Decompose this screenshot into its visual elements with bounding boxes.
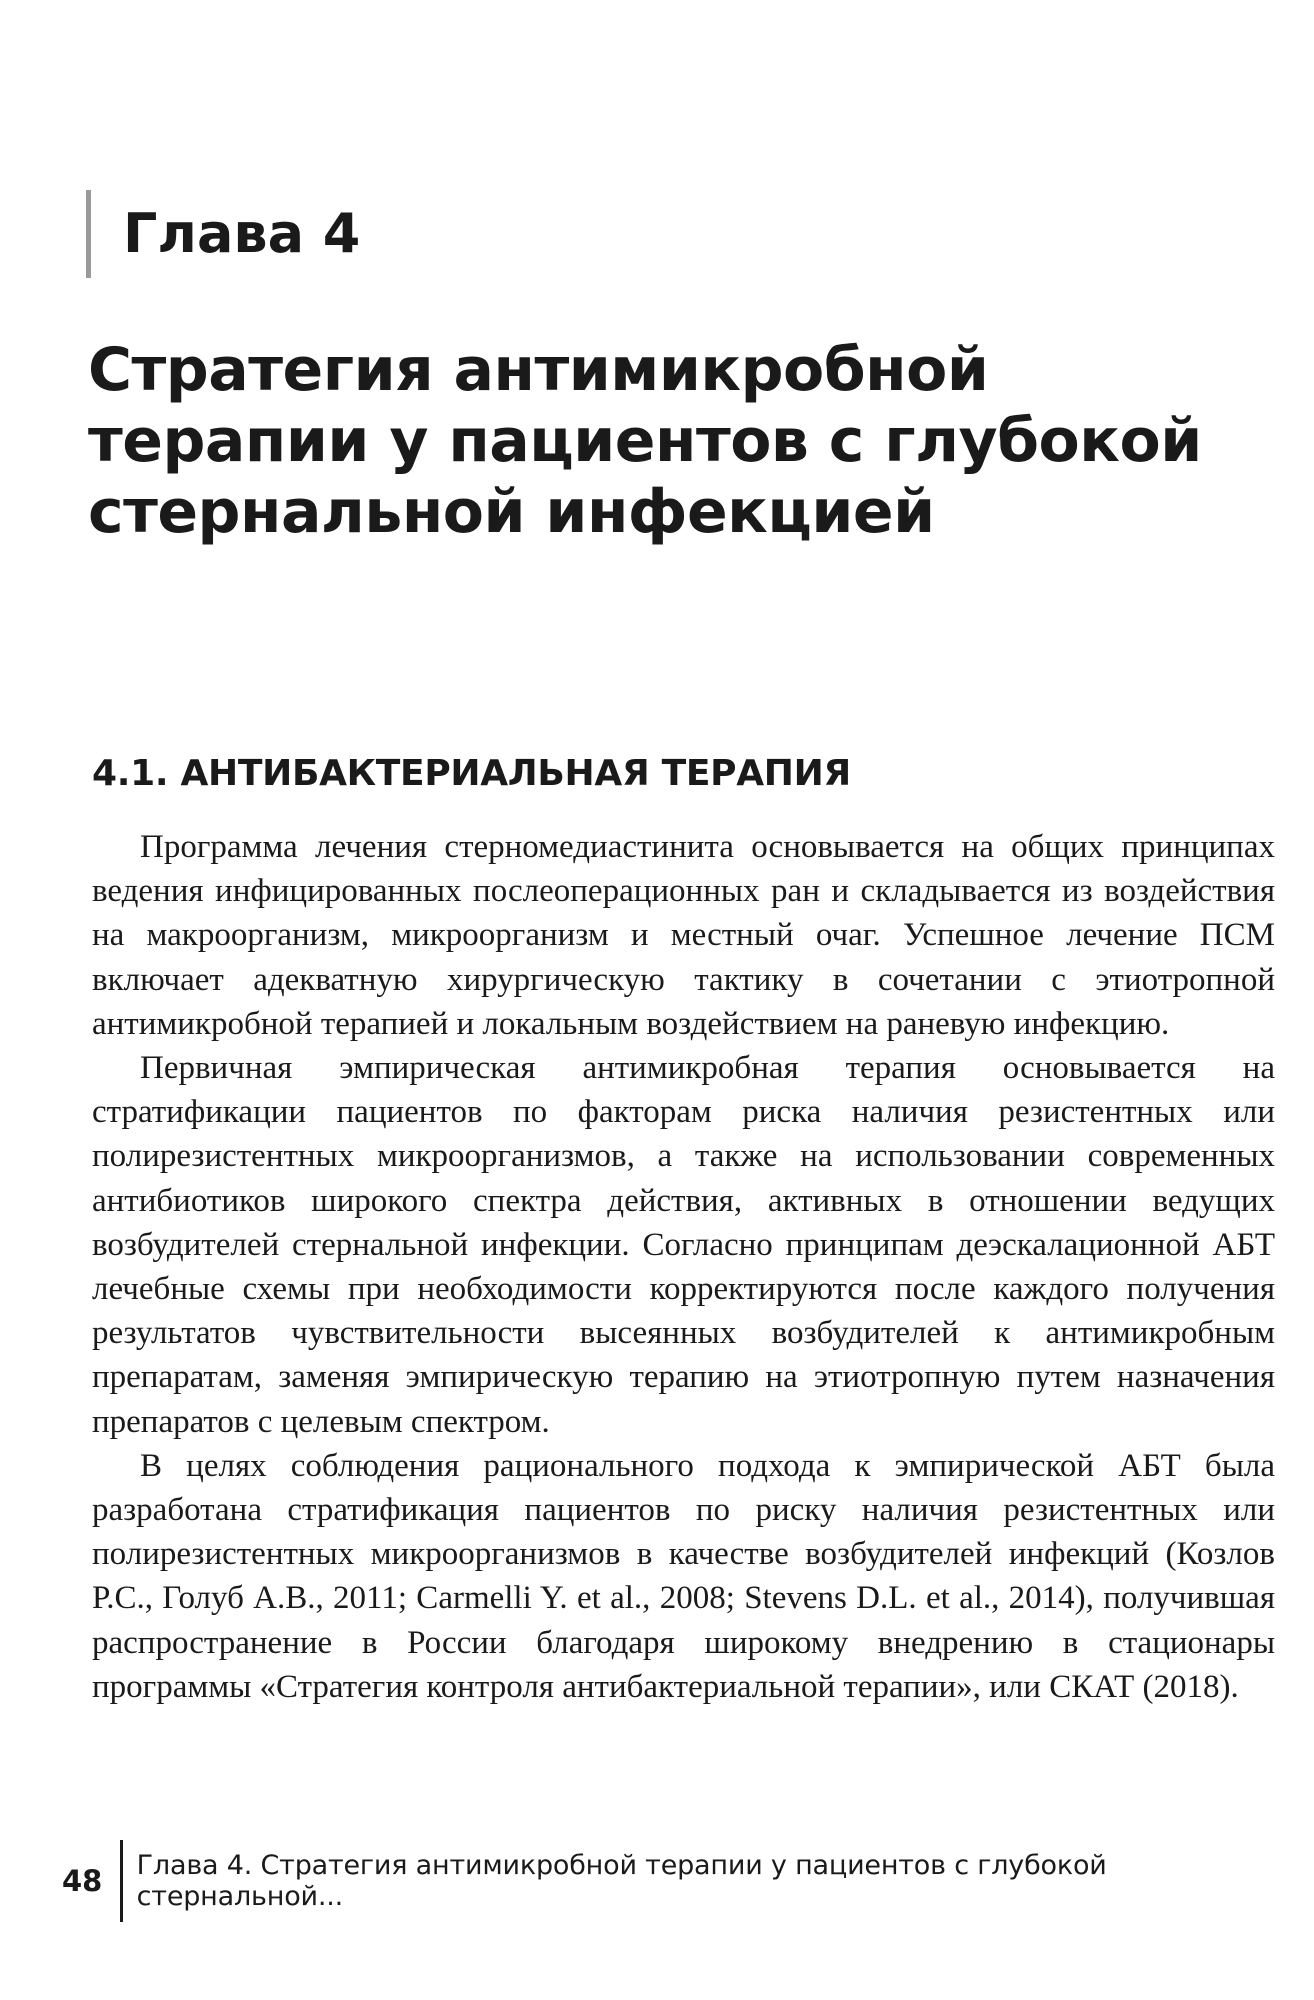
chapter-title: Стратегия антимикробной терапии у пациентов с глубокой стернальной инфекцией xyxy=(88,335,1202,547)
page-number: 48 xyxy=(62,1864,103,1898)
footer-divider-bar xyxy=(120,1840,123,1922)
paragraph-1: Программа лечения стерномедиастинита основывается на общих принципах ведения инфицированных послеоперационных ран и складывается из воздействия на макроорганизм, микроорганизм и местный очаг. Успешное лечение ПСМ включает адекватную хирургическую тактику в сочетании с этиотропной антимикробной терапией и локальным воздействием на раневую инфекцию. xyxy=(92,829,1275,1042)
section-heading: 4.1. АНТИБАКТЕРИАЛЬНАЯ ТЕРАПИЯ xyxy=(92,753,851,794)
running-head: Глава 4. Стратегия антимикробной терапии у пациентов с глубокой стернальной... xyxy=(136,1850,1107,1912)
chapter-number: Глава 4 xyxy=(123,202,361,265)
page-footer xyxy=(62,1840,1314,1922)
chapter-divider-bar xyxy=(86,190,91,278)
section-body xyxy=(92,825,1275,1709)
chapter-label xyxy=(86,190,360,278)
paragraph-3: В целях соблюдения рационального подхода к эмпирической АБТ была разработана стратификация пациентов по риску наличия резистентных или полирезистентных микроорганизмов в качестве возбудителей инфекций (Козлов Р.С., Голуб А.В., 2011; Carmelli Y. et al., 2008; Stevens D.L. et al., 2014), получившая распространение в России благодаря широкому внедрению в стационары программы «Стратегия контроля антибактериальной терапии», или СКАТ (2018). xyxy=(92,1447,1275,1705)
paragraph-2: Первичная эмпирическая антимикробная терапия основывается на стратификации пациентов по факторам риска наличия резистентных или полирезистентных микроорганизмов, а также на использовании современных антибиотиков широкого спектра действия, активных в отношении ведущих возбудителей стернальной инфекции. Согласно принципам деэскалационной АБТ лечебные схемы при необходимости корректируются после каждого получения результатов чувствительности высеянных возбудителей к антимикробным препаратам, заменяя эмпирическую терапию на этиотропную путем назначения препаратов с целевым спектром. xyxy=(92,1050,1275,1440)
